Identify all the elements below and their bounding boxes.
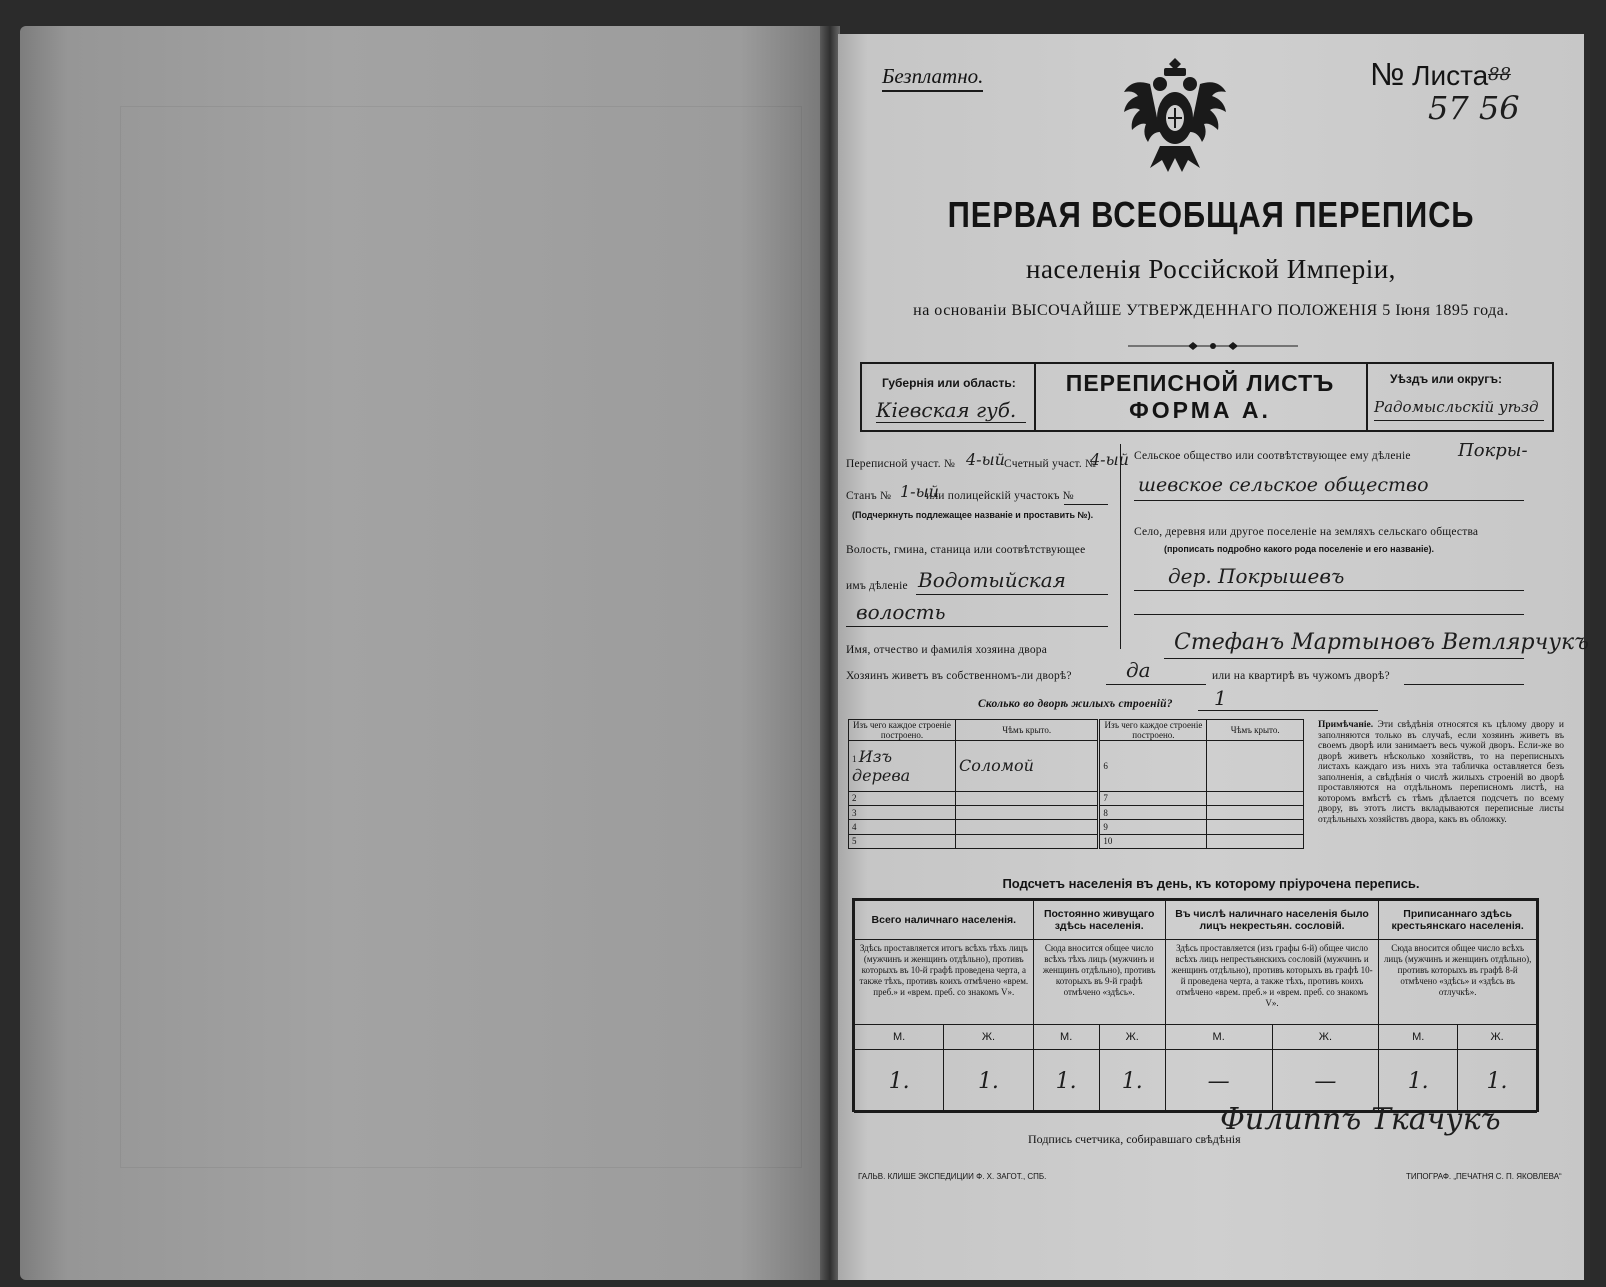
pop-header-total: Всего наличнаго населенія. <box>855 901 1034 940</box>
page-numbers: 57 56 <box>1428 89 1520 127</box>
header-box <box>860 362 1554 432</box>
own-yard-label: Хозяинъ живетъ въ собственномъ-ли дворѣ? <box>846 670 1072 682</box>
volost-label-2: имъ дѣленіе <box>846 580 908 592</box>
village-label: Село, деревня или другое поселеніе на земляхъ сельскаго общества <box>1134 526 1479 538</box>
form-legal-basis: на основаніи ВЫСОЧАЙШЕ УТВЕРЖДЕННАГО ПОЛОЖЕНІЯ 5 Іюня 1895 года. <box>913 302 1509 319</box>
volost-label-1: Волость, гмина, станица или соотвѣтствующее <box>846 544 1086 556</box>
pop-permanent-m: 1. <box>1033 1050 1099 1113</box>
note-text: Эти свѣдѣнія относятся къ цѣлому двору и заполняются только въ случаѣ, если хозяинъ живетъ въ своемъ дворѣ или занимаетъ весь чужой дворъ. Если-же во дворѣ живетъ нѣсколько хозяйствъ, то на переписныхъ листахъ каждаго изъ нихъ эта табличка оставляется безъ заполненія, а свѣдѣнія о числѣ жилыхъ строеній во дворѣ проставляются на отдѣльномъ переписномъ листѣ, на которомъ вмѣстѣ съ тѣмъ дѣлается подсчетъ по всему двору, въ этотъ листъ вкладываются переписные листы отдѣльныхъ хозяйствъ двора, какъ въ обложку. <box>1318 720 1565 825</box>
pop-m-label: М. <box>1165 1025 1272 1050</box>
form-subtitle: населенія Россійской Имперіи, <box>1026 254 1396 284</box>
bld-row-num: 2 <box>849 791 956 805</box>
pop-m-label: М. <box>855 1025 944 1050</box>
bld-row-num: 1 <box>852 753 857 764</box>
count-section-label: Счетный участ. № <box>1004 458 1097 470</box>
bld-col-roof-left: Чѣмъ крыто. <box>956 720 1099 741</box>
owner-value: Стефанъ Мартыновъ Ветлярчукъ <box>1174 630 1589 655</box>
district-label: Уѣздъ или округъ: <box>1390 372 1503 386</box>
pop-header-noncrofter: Въ числѣ наличнаго населенія было лицъ некрестьян. сословій. <box>1165 901 1379 940</box>
sheet-no-symbol: № <box>1370 56 1405 92</box>
pop-noncrofter-f: — <box>1272 1050 1379 1113</box>
fields-divider <box>1120 444 1121 649</box>
bld-col-material-right: Изъ чего каждое строеніе построено. <box>1099 720 1207 741</box>
signature-value: Филиппъ Ткачукъ <box>1220 1102 1501 1137</box>
signature-label: Подпись счетчика, собиравшаго свѣдѣнія <box>1028 1132 1241 1146</box>
form-title: ПЕРВАЯ ВСЕОБЩАЯ ПЕРЕПИСЬ <box>947 194 1475 235</box>
double-headed-eagle-emblem-icon <box>1120 54 1230 176</box>
volost-value-2: волость <box>856 600 946 624</box>
police-label: или полицейскій участокъ № <box>926 490 1074 502</box>
volost-value-1: Водотыйская <box>918 568 1066 592</box>
stan-label: Станъ № <box>846 490 892 502</box>
pop-desc-registered: Сюда вносится общее число всѣхъ лицъ (мужчинъ и женщинъ отдѣльно), противъ которыхъ въ графѣ 8-й отмѣчено «здѣсь» и «здѣсь въ отлучкѣ». <box>1379 940 1537 1025</box>
pop-m-label: М. <box>1033 1025 1099 1050</box>
sheet-title-line1: ПЕРЕПИСНОЙ ЛИСТЪ <box>1065 370 1335 396</box>
province-label: Губернія или область: <box>882 376 1016 390</box>
printer-mark-left: ГАЛЬВ. КЛИШЕ ЭКСПЕДИЦИИ Ф. Х. ЗАГОТ., СПБ. <box>858 1172 1047 1181</box>
note-title: Примѣчаніе. <box>1318 720 1374 730</box>
pop-desc-noncrofter: Здѣсь проставляется (изъ графы 6-й) общее число всѣхъ лицъ непрестьянскихъ сословій (мужчинъ и женщинъ отдѣльно), противъ которыхъ въ графѣ 10-й проведена черта, а также тѣхъ, противъ коихъ отмѣчено «врем. преб.» и «врем. преб. со знакомъ V». <box>1165 940 1379 1025</box>
pop-total-f: 1. <box>944 1050 1033 1113</box>
pop-f-label: Ж. <box>1099 1025 1165 1050</box>
society-value-1: Покры- <box>1458 440 1528 461</box>
buildings-table <box>848 719 1304 849</box>
sheet-title-cell <box>1034 364 1368 430</box>
free-label: Безплатно. <box>882 64 983 92</box>
pop-desc-total: Здѣсь проставляется итогъ всѣхъ тѣхъ лицъ (мужчинъ и женщинъ отдѣльно), противъ которыхъ въ 10-й графѣ проведена черта, а также тѣхъ, противъ коихъ отмѣчено «врем. преб.» и «врем. преб. со знакомъ V». <box>855 940 1034 1025</box>
sheet-number-label <box>1370 56 1488 93</box>
province-cell <box>862 364 1036 430</box>
underline-note: (Подчеркнуть подлежащее названіе и проставить №). <box>852 510 1094 520</box>
pop-desc-permanent: Сюда вносится общее число всѣхъ тѣхъ лицъ (мужчинъ и женщинъ отдѣльно), противъ которыхъ въ 9-й графѣ отмѣчено «здѣсь». <box>1033 940 1165 1025</box>
bld-row-num: 7 <box>1099 791 1207 805</box>
pop-f-label: Ж. <box>1458 1025 1537 1050</box>
bld-col-material-left: Изъ чего каждое строеніе построено. <box>849 720 956 741</box>
sheet-title-line2: ФОРМА А. <box>1129 397 1271 423</box>
pop-noncrofter-m: — <box>1165 1050 1272 1113</box>
pop-header-registered: Приписаннаго здѣсь крестьянскаго населенія. <box>1379 901 1537 940</box>
district-cell <box>1366 364 1552 430</box>
population-title: Подсчетъ населенія въ день, къ которому пріурочена перепись. <box>1002 876 1420 891</box>
bld-row-num: 5 <box>849 834 956 848</box>
count-section-value: 4-ый <box>1090 450 1129 469</box>
stan-value: 1-ый <box>900 482 939 501</box>
ornament-divider-icon <box>1128 340 1298 352</box>
pop-header-permanent: Постоянно живущаго здѣсь населенія. <box>1033 901 1165 940</box>
bld-row-num: 6 <box>1099 741 1207 792</box>
bld-row-num: 8 <box>1099 806 1207 820</box>
pop-f-label: Ж. <box>1272 1025 1379 1050</box>
pop-total-m: 1. <box>855 1050 944 1113</box>
pop-f-label: Ж. <box>944 1025 1033 1050</box>
rented-label: или на квартирѣ въ чужомъ дворѣ? <box>1212 670 1390 682</box>
census-form-page <box>838 34 1589 1280</box>
pop-registered-f: 1. <box>1458 1050 1537 1113</box>
book-spine <box>820 26 840 1280</box>
bld-material: Изъ дерева <box>852 746 911 785</box>
bld-row-num: 3 <box>849 806 956 820</box>
bld-row-num: 10 <box>1099 834 1207 848</box>
pop-registered-m: 1. <box>1379 1050 1458 1113</box>
left-page <box>20 26 820 1280</box>
district-value: Радомысльскій уѣзд <box>1374 398 1539 416</box>
left-page-bleed <box>120 106 802 1168</box>
pop-permanent-f: 1. <box>1099 1050 1165 1113</box>
society-label: Сельское общество или соотвѣтствующее ему дѣленіе <box>1134 450 1411 462</box>
sheet-no-word: Листа <box>1412 60 1489 91</box>
population-table <box>852 898 1539 1112</box>
bld-col-roof-right: Чѣмъ крыто. <box>1207 720 1304 741</box>
society-value-2: шевское сельское общество <box>1138 474 1429 496</box>
village-value: дер. Покрышевъ <box>1168 564 1345 588</box>
village-note: (прописать подробно какого рода поселеніе и его названіе). <box>1164 544 1435 554</box>
buildings-value: 1 <box>1214 686 1227 710</box>
census-section-label: Переписной участ. № <box>846 458 956 470</box>
sheet-number-value: 88 <box>1488 64 1511 85</box>
printer-mark-right: ТИПОГРАФ. „ПЕЧАТНЯ С. П. ЯКОВЛЕВА“ <box>1406 1172 1562 1181</box>
bld-row-num: 4 <box>849 820 956 834</box>
bld-row-num: 9 <box>1099 820 1207 834</box>
owner-label: Имя, отчество и фамилія хозяина двора <box>846 644 1048 656</box>
census-section-value: 4-ый <box>966 450 1005 469</box>
buildings-label: Сколько во дворѣ жилыхъ строеній? <box>978 698 1173 710</box>
note-block <box>1318 720 1564 825</box>
bld-roof: Соломой <box>956 741 1099 792</box>
own-yard-value: да <box>1126 658 1151 682</box>
province-value: Кіевская губ. <box>876 398 1017 422</box>
pop-m-label: М. <box>1379 1025 1458 1050</box>
